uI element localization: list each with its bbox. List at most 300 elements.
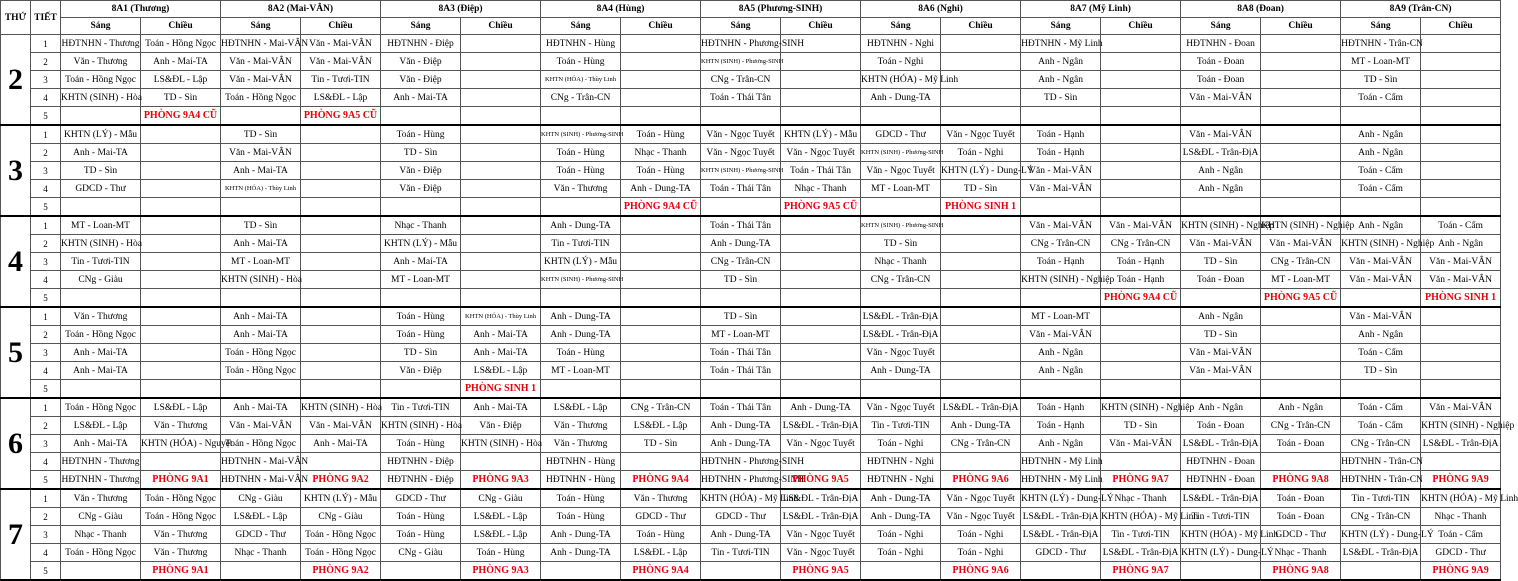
lesson-cell: Văn - Ngọc Tuyết (701, 144, 781, 162)
class-header: 8A5 (Phương-SINH) (701, 1, 861, 18)
empty-cell (1341, 562, 1421, 581)
lesson-cell: Văn - Điệp (461, 417, 541, 435)
lesson-cell: HĐTNHN - Điệp (381, 35, 461, 53)
empty-cell (1101, 71, 1181, 89)
period-row (1, 216, 1501, 235)
lesson-cell: KHTN (SINH) - Hòa (301, 398, 381, 417)
day-label: 6 (1, 398, 31, 489)
lesson-cell: Anh - Ngân (1021, 344, 1101, 362)
empty-cell (941, 307, 1021, 326)
empty-cell (1421, 344, 1501, 362)
period-number: 2 (31, 144, 61, 162)
empty-cell (1261, 107, 1341, 126)
lesson-cell: KHTN (SINH) - Phương-SINH (701, 162, 781, 180)
lesson-cell: Văn - Ngọc Tuyết (861, 398, 941, 417)
empty-cell (1261, 180, 1341, 198)
lesson-cell: LS&ĐL - Trân-ĐịA (1181, 435, 1261, 453)
empty-cell (141, 144, 221, 162)
lesson-cell: Anh - Ngân (1021, 435, 1101, 453)
lesson-cell: Văn - Ngọc Tuyết (781, 435, 861, 453)
header-sang: Sáng (861, 18, 941, 35)
empty-cell (1261, 344, 1341, 362)
class-header: 8A4 (Hùng) (541, 1, 701, 18)
lesson-cell: TD - Sìn (381, 144, 461, 162)
empty-cell (781, 71, 861, 89)
empty-cell (1101, 380, 1181, 399)
lesson-cell: HĐTNHN - Hùng (541, 35, 621, 53)
empty-cell (1101, 53, 1181, 71)
lesson-cell: Toán - Cẩm (1341, 89, 1421, 107)
empty-cell (1101, 198, 1181, 217)
header-chieu: Chiều (461, 18, 541, 35)
empty-cell (781, 289, 861, 308)
lesson-cell: Toán - Đoan (1181, 417, 1261, 435)
header-chieu: Chiều (141, 18, 221, 35)
lesson-cell: TD - Sìn (221, 216, 301, 235)
empty-cell (781, 89, 861, 107)
lesson-cell: HĐTNHN - Điệp (381, 471, 461, 490)
lesson-cell: HĐTNHN - Phương-SINH (701, 471, 781, 490)
empty-cell (701, 107, 781, 126)
lesson-cell: TD - Sìn (61, 162, 141, 180)
lesson-cell: LS&ĐL - Trân-ĐịA (1181, 489, 1261, 508)
lesson-cell: CNg - Trân-CN (701, 253, 781, 271)
period-row (1, 398, 1501, 417)
lesson-cell: Anh - Ngân (1341, 125, 1421, 144)
empty-cell (141, 289, 221, 308)
lesson-cell: CNg - Trân-CN (1101, 235, 1181, 253)
lesson-cell: MT - Loan-MT (1021, 307, 1101, 326)
lesson-cell: CNg - Trân-CN (1341, 435, 1421, 453)
room-label: PHÒNG 9A3 (461, 471, 541, 490)
lesson-cell: KHTN (SINH) - Phương-SINH (861, 216, 941, 235)
lesson-cell: Văn - Mai-VÂN (1181, 125, 1261, 144)
lesson-cell: HĐTNHN - Thương (61, 453, 141, 471)
lesson-cell: Văn - Ngọc Tuyết (781, 144, 861, 162)
lesson-cell: Toán - Hùng (381, 125, 461, 144)
period-row (1, 526, 1501, 544)
lesson-cell: Tin - Tươi-TIN (1341, 489, 1421, 508)
empty-cell (941, 271, 1021, 289)
empty-cell (1181, 380, 1261, 399)
room-label: PHÒNG 9A8 (1261, 471, 1341, 490)
period-number: 3 (31, 71, 61, 89)
lesson-cell: KHTN (LÝ) - Mẫu (541, 253, 621, 271)
empty-cell (1261, 453, 1341, 471)
empty-cell (621, 235, 701, 253)
lesson-cell: Anh - Ngân (1021, 53, 1101, 71)
lesson-cell: TD - Sìn (941, 180, 1021, 198)
empty-cell (861, 380, 941, 399)
lesson-cell: Toán - Hồng Ngọc (61, 544, 141, 562)
lesson-cell: Anh - Mai-TA (141, 53, 221, 71)
lesson-cell: GDCD - Thư (701, 508, 781, 526)
period-row (1, 162, 1501, 180)
period-row (1, 307, 1501, 326)
empty-cell (621, 253, 701, 271)
lesson-cell: Toán - Nghi (941, 526, 1021, 544)
lesson-cell: Anh - Ngân (1181, 398, 1261, 417)
header-thu: THỨ (1, 1, 31, 35)
lesson-cell: Tin - Tươi-TIN (1101, 526, 1181, 544)
lesson-cell: Toán - Đoan (1261, 508, 1341, 526)
empty-cell (1421, 362, 1501, 380)
empty-cell (1101, 362, 1181, 380)
empty-cell (461, 216, 541, 235)
lesson-cell: Anh - Ngân (1181, 180, 1261, 198)
period-number: 2 (31, 417, 61, 435)
lesson-cell: Văn - Mai-VÂN (1181, 362, 1261, 380)
lesson-cell: Anh - Dung-TA (621, 180, 701, 198)
empty-cell (381, 198, 461, 217)
empty-cell (301, 216, 381, 235)
class-header: 8A7 (Mỹ Linh) (1021, 1, 1181, 18)
lesson-cell: MT - Loan-MT (541, 362, 621, 380)
empty-cell (1021, 198, 1101, 217)
lesson-cell: Văn - Ngọc Tuyết (941, 125, 1021, 144)
lesson-cell: KHTN (LÝ) - Mẫu (301, 489, 381, 508)
lesson-cell: Toán - Cẩm (1341, 344, 1421, 362)
lesson-cell: Anh - Dung-TA (701, 235, 781, 253)
lesson-cell: CNg - Giàu (61, 508, 141, 526)
lesson-cell: LS&ĐL - Lập (461, 362, 541, 380)
room-label: PHÒNG 9A8 (1261, 562, 1341, 581)
lesson-cell: Tin - Tươi-TIN (701, 544, 781, 562)
empty-cell (781, 107, 861, 126)
period-row (1, 489, 1501, 508)
period-number: 5 (31, 107, 61, 126)
room-label: PHÒNG 9A4 (621, 471, 701, 490)
lesson-cell: Toán - Hồng Ngọc (61, 71, 141, 89)
lesson-cell: GDCD - Thư (861, 125, 941, 144)
empty-cell (621, 107, 701, 126)
lesson-cell: Nhạc - Thanh (61, 526, 141, 544)
lesson-cell: KHTN (SINH) - Nghiệp (1021, 271, 1101, 289)
empty-cell (61, 380, 141, 399)
lesson-cell: Anh - Dung-TA (701, 435, 781, 453)
empty-cell (61, 198, 141, 217)
period-row (1, 435, 1501, 453)
empty-cell (301, 162, 381, 180)
lesson-cell: Toán - Cẩm (1341, 180, 1421, 198)
lesson-cell: LS&ĐL - Lập (461, 526, 541, 544)
lesson-cell: KHTN (SINH) - Hòa (61, 89, 141, 107)
lesson-cell: CNg - Trân-CN (1261, 253, 1341, 271)
period-row (1, 53, 1501, 71)
header-sang: Sáng (1341, 18, 1421, 35)
lesson-cell: Anh - Ngân (1341, 326, 1421, 344)
lesson-cell: Anh - Dung-TA (541, 216, 621, 235)
lesson-cell: Toán - Đoan (1181, 71, 1261, 89)
header-chieu: Chiều (1421, 18, 1501, 35)
lesson-cell: Anh - Dung-TA (701, 417, 781, 435)
lesson-cell: Anh - Mai-TA (221, 398, 301, 417)
lesson-cell: Toán - Hùng (541, 344, 621, 362)
empty-cell (301, 235, 381, 253)
empty-cell (141, 326, 221, 344)
lesson-cell: HĐTNHN - Mai-VÂN (221, 471, 301, 490)
empty-cell (1421, 307, 1501, 326)
lesson-cell: KHTN (SINH) - Hòa (381, 417, 461, 435)
lesson-cell: Văn - Mai-VÂN (1421, 253, 1501, 271)
room-label: PHÒNG 9A7 (1101, 471, 1181, 490)
empty-cell (621, 453, 701, 471)
lesson-cell: LS&ĐL - Trân-ĐịA (861, 326, 941, 344)
empty-cell (1021, 380, 1101, 399)
header-tiet: TIẾT (31, 1, 61, 35)
lesson-cell: Nhạc - Thanh (221, 544, 301, 562)
empty-cell (781, 307, 861, 326)
lesson-cell: HĐTNHN - Mỹ Linh (1021, 471, 1101, 490)
lesson-cell: CNg - Trân-CN (1341, 508, 1421, 526)
header-sang: Sáng (221, 18, 301, 35)
empty-cell (941, 89, 1021, 107)
empty-cell (1421, 198, 1501, 217)
empty-cell (941, 344, 1021, 362)
empty-cell (381, 562, 461, 581)
lesson-cell: LS&ĐL - Lập (61, 417, 141, 435)
lesson-cell: Anh - Dung-TA (541, 526, 621, 544)
lesson-cell: Toán - Hạnh (1021, 398, 1101, 417)
empty-cell (621, 326, 701, 344)
lesson-cell: CNg - Trân-CN (621, 398, 701, 417)
lesson-cell: Toán - Cẩm (1341, 162, 1421, 180)
lesson-cell: Toán - Thái Tân (701, 344, 781, 362)
empty-cell (1101, 89, 1181, 107)
lesson-cell: KHTN (LÝ) - Mẫu (781, 125, 861, 144)
lesson-cell: LS&ĐL - Trân-ĐịA (1341, 544, 1421, 562)
lesson-cell: KHTN (LÝ) - Dung-LÝ (941, 162, 1021, 180)
lesson-cell: HĐTNHN - Nghi (861, 453, 941, 471)
empty-cell (461, 253, 541, 271)
header-sang: Sáng (1181, 18, 1261, 35)
empty-cell (141, 344, 221, 362)
empty-cell (941, 107, 1021, 126)
empty-cell (221, 198, 301, 217)
period-number: 4 (31, 544, 61, 562)
lesson-cell: LS&ĐL - Lập (621, 417, 701, 435)
empty-cell (1101, 307, 1181, 326)
lesson-cell: Văn - Ngọc Tuyết (781, 544, 861, 562)
lesson-cell: Anh - Dung-TA (781, 398, 861, 417)
lesson-cell: Anh - Mai-TA (381, 89, 461, 107)
empty-cell (701, 198, 781, 217)
empty-cell (1421, 53, 1501, 71)
lesson-cell: KHTN (SINH) - Phương-SINH (701, 53, 781, 71)
lesson-cell: MT - Loan-MT (701, 326, 781, 344)
room-label: PHÒNG 9A1 (141, 471, 221, 490)
lesson-cell: Toán - Nghi (941, 144, 1021, 162)
empty-cell (861, 562, 941, 581)
empty-cell (941, 326, 1021, 344)
empty-cell (141, 453, 221, 471)
header-sang: Sáng (61, 18, 141, 35)
period-row (1, 71, 1501, 89)
empty-cell (61, 562, 141, 581)
class-header: 8A8 (Đoan) (1181, 1, 1341, 18)
lesson-cell: Văn - Thương (61, 53, 141, 71)
empty-cell (301, 198, 381, 217)
lesson-cell: GDCD - Thư (621, 508, 701, 526)
empty-cell (541, 107, 621, 126)
lesson-cell: HĐTNHN - Trân-CN (1341, 453, 1421, 471)
lesson-cell: Tin - Tươi-TIN (1181, 508, 1261, 526)
empty-cell (781, 362, 861, 380)
empty-cell (941, 35, 1021, 53)
period-row (1, 417, 1501, 435)
empty-cell (61, 289, 141, 308)
empty-cell (461, 289, 541, 308)
lesson-cell: CNg - Giàu (221, 489, 301, 508)
lesson-cell: Nhạc - Thanh (1421, 508, 1501, 526)
empty-cell (141, 198, 221, 217)
room-label: PHÒNG 9A5 CŨ (301, 107, 381, 126)
lesson-cell: HĐTNHN - Mỹ Linh (1021, 35, 1101, 53)
lesson-cell: TD - Sìn (1101, 417, 1181, 435)
empty-cell (61, 107, 141, 126)
day-label: 5 (1, 307, 31, 398)
lesson-cell: GDCD - Thư (1021, 544, 1101, 562)
lesson-cell: Toán - Đoan (1261, 489, 1341, 508)
lesson-cell: LS&ĐL - Lập (221, 508, 301, 526)
empty-cell (301, 180, 381, 198)
lesson-cell: Toán - Đoan (1181, 53, 1261, 71)
lesson-cell: Toán - Thái Tân (701, 89, 781, 107)
lesson-cell: HĐTNHN - Đoan (1181, 453, 1261, 471)
lesson-cell: MT - Loan-MT (61, 216, 141, 235)
lesson-cell: LS&ĐL - Trân-ĐịA (1421, 435, 1501, 453)
lesson-cell: TD - Sìn (1341, 362, 1421, 380)
empty-cell (1261, 53, 1341, 71)
lesson-cell: Toán - Thái Tân (701, 362, 781, 380)
lesson-cell: Anh - Dung-TA (541, 307, 621, 326)
lesson-cell: Anh - Dung-TA (861, 489, 941, 508)
lesson-cell: Toán - Hùng (541, 162, 621, 180)
lesson-cell: GDCD - Thư (1261, 526, 1341, 544)
lesson-cell: Toán - Nghi (861, 435, 941, 453)
lesson-cell: CNg - Giàu (61, 271, 141, 289)
lesson-cell: Anh - Mai-TA (61, 144, 141, 162)
lesson-cell: Anh - Ngân (1261, 398, 1341, 417)
lesson-cell: Văn - Thương (541, 417, 621, 435)
lesson-cell: LS&ĐL - Lập (141, 398, 221, 417)
lesson-cell: Toán - Hùng (461, 544, 541, 562)
lesson-cell: Văn - Thương (141, 526, 221, 544)
lesson-cell: Toán - Hồng Ngọc (141, 35, 221, 53)
empty-cell (141, 235, 221, 253)
period-number: 2 (31, 53, 61, 71)
empty-cell (1421, 180, 1501, 198)
period-row (1, 471, 1501, 490)
lesson-cell: Toán - Cẩm (1421, 526, 1501, 544)
lesson-cell: Toán - Hùng (381, 307, 461, 326)
room-label: PHÒNG 9A2 (301, 562, 381, 581)
room-label: PHÒNG 9A5 CŨ (1261, 289, 1341, 308)
empty-cell (941, 53, 1021, 71)
lesson-cell: CNg - Trân-CN (941, 435, 1021, 453)
lesson-cell: Toán - Hùng (381, 326, 461, 344)
period-number: 5 (31, 471, 61, 490)
lesson-cell: Văn - Mai-VÂN (301, 53, 381, 71)
empty-cell (141, 162, 221, 180)
lesson-cell: Anh - Ngân (1421, 235, 1501, 253)
lesson-cell: Toán - Cẩm (1341, 417, 1421, 435)
lesson-cell: Toán - Đoan (1261, 435, 1341, 453)
lesson-cell: Toán - Thái Tân (701, 180, 781, 198)
lesson-cell: KHTN (HÓA) - Thùy Linh (541, 71, 621, 89)
lesson-cell: Văn - Mai-VÂN (1341, 307, 1421, 326)
empty-cell (301, 362, 381, 380)
empty-cell (781, 253, 861, 271)
lesson-cell: TD - Sìn (381, 344, 461, 362)
empty-cell (1261, 380, 1341, 399)
lesson-cell: Văn - Mai-VÂN (221, 417, 301, 435)
period-number: 5 (31, 380, 61, 399)
period-number: 4 (31, 271, 61, 289)
lesson-cell: HĐTNHN - Phương-SINH (701, 35, 781, 53)
empty-cell (301, 125, 381, 144)
period-number: 2 (31, 235, 61, 253)
lesson-cell: KHTN (HÓA) - Mỹ Linh (701, 489, 781, 508)
lesson-cell: HĐTNHN - Đoan (1181, 35, 1261, 53)
empty-cell (461, 235, 541, 253)
lesson-cell: HĐTNHN - Nghi (861, 471, 941, 490)
lesson-cell: LS&ĐL - Lập (541, 398, 621, 417)
empty-cell (1261, 125, 1341, 144)
lesson-cell: Văn - Mai-VÂN (301, 417, 381, 435)
room-label: PHÒNG 9A5 (781, 471, 861, 490)
lesson-cell: TD - Sìn (1021, 89, 1101, 107)
empty-cell (941, 253, 1021, 271)
lesson-cell: CNg - Giàu (381, 544, 461, 562)
lesson-cell: Toán - Hùng (381, 508, 461, 526)
lesson-cell: Anh - Mai-TA (221, 326, 301, 344)
lesson-cell: Văn - Mai-VÂN (1421, 398, 1501, 417)
lesson-cell: Nhạc - Thanh (1261, 544, 1341, 562)
empty-cell (1261, 162, 1341, 180)
lesson-cell: Anh - Mai-TA (461, 326, 541, 344)
lesson-cell: Anh - Dung-TA (861, 89, 941, 107)
period-row (1, 562, 1501, 581)
period-row (1, 508, 1501, 526)
empty-cell (701, 289, 781, 308)
lesson-cell: Anh - Mai-TA (61, 344, 141, 362)
lesson-cell: Anh - Ngân (1341, 144, 1421, 162)
empty-cell (301, 253, 381, 271)
lesson-cell: KHTN (HÓA) - Nguyệt (141, 435, 221, 453)
lesson-cell: TD - Sìn (701, 307, 781, 326)
period-row (1, 125, 1501, 144)
empty-cell (621, 89, 701, 107)
empty-cell (861, 107, 941, 126)
empty-cell (621, 289, 701, 308)
lesson-cell: LS&ĐL - Trân-ĐịA (1021, 526, 1101, 544)
lesson-cell: LS&ĐL - Lập (621, 544, 701, 562)
lesson-cell: Văn - Mai-VÂN (1021, 216, 1101, 235)
lesson-cell: GDCD - Thư (61, 180, 141, 198)
lesson-cell: Văn - Điệp (381, 53, 461, 71)
lesson-cell: HĐTNHN - Mai-VÂN (221, 35, 301, 53)
lesson-cell: CNg - Giàu (461, 489, 541, 508)
class-header: 8A9 (Trân-CN) (1341, 1, 1501, 18)
lesson-cell: Văn - Ngọc Tuyết (861, 344, 941, 362)
lesson-cell: Anh - Dung-TA (941, 417, 1021, 435)
lesson-cell: KHTN (HÓA) - Mỹ Linh (1101, 508, 1181, 526)
lesson-cell: Văn - Mai-VÂN (1101, 435, 1181, 453)
lesson-cell: KHTN (SINH) - Nghiệp (1341, 235, 1421, 253)
empty-cell (1181, 198, 1261, 217)
lesson-cell: Toán - Hồng Ngọc (61, 326, 141, 344)
